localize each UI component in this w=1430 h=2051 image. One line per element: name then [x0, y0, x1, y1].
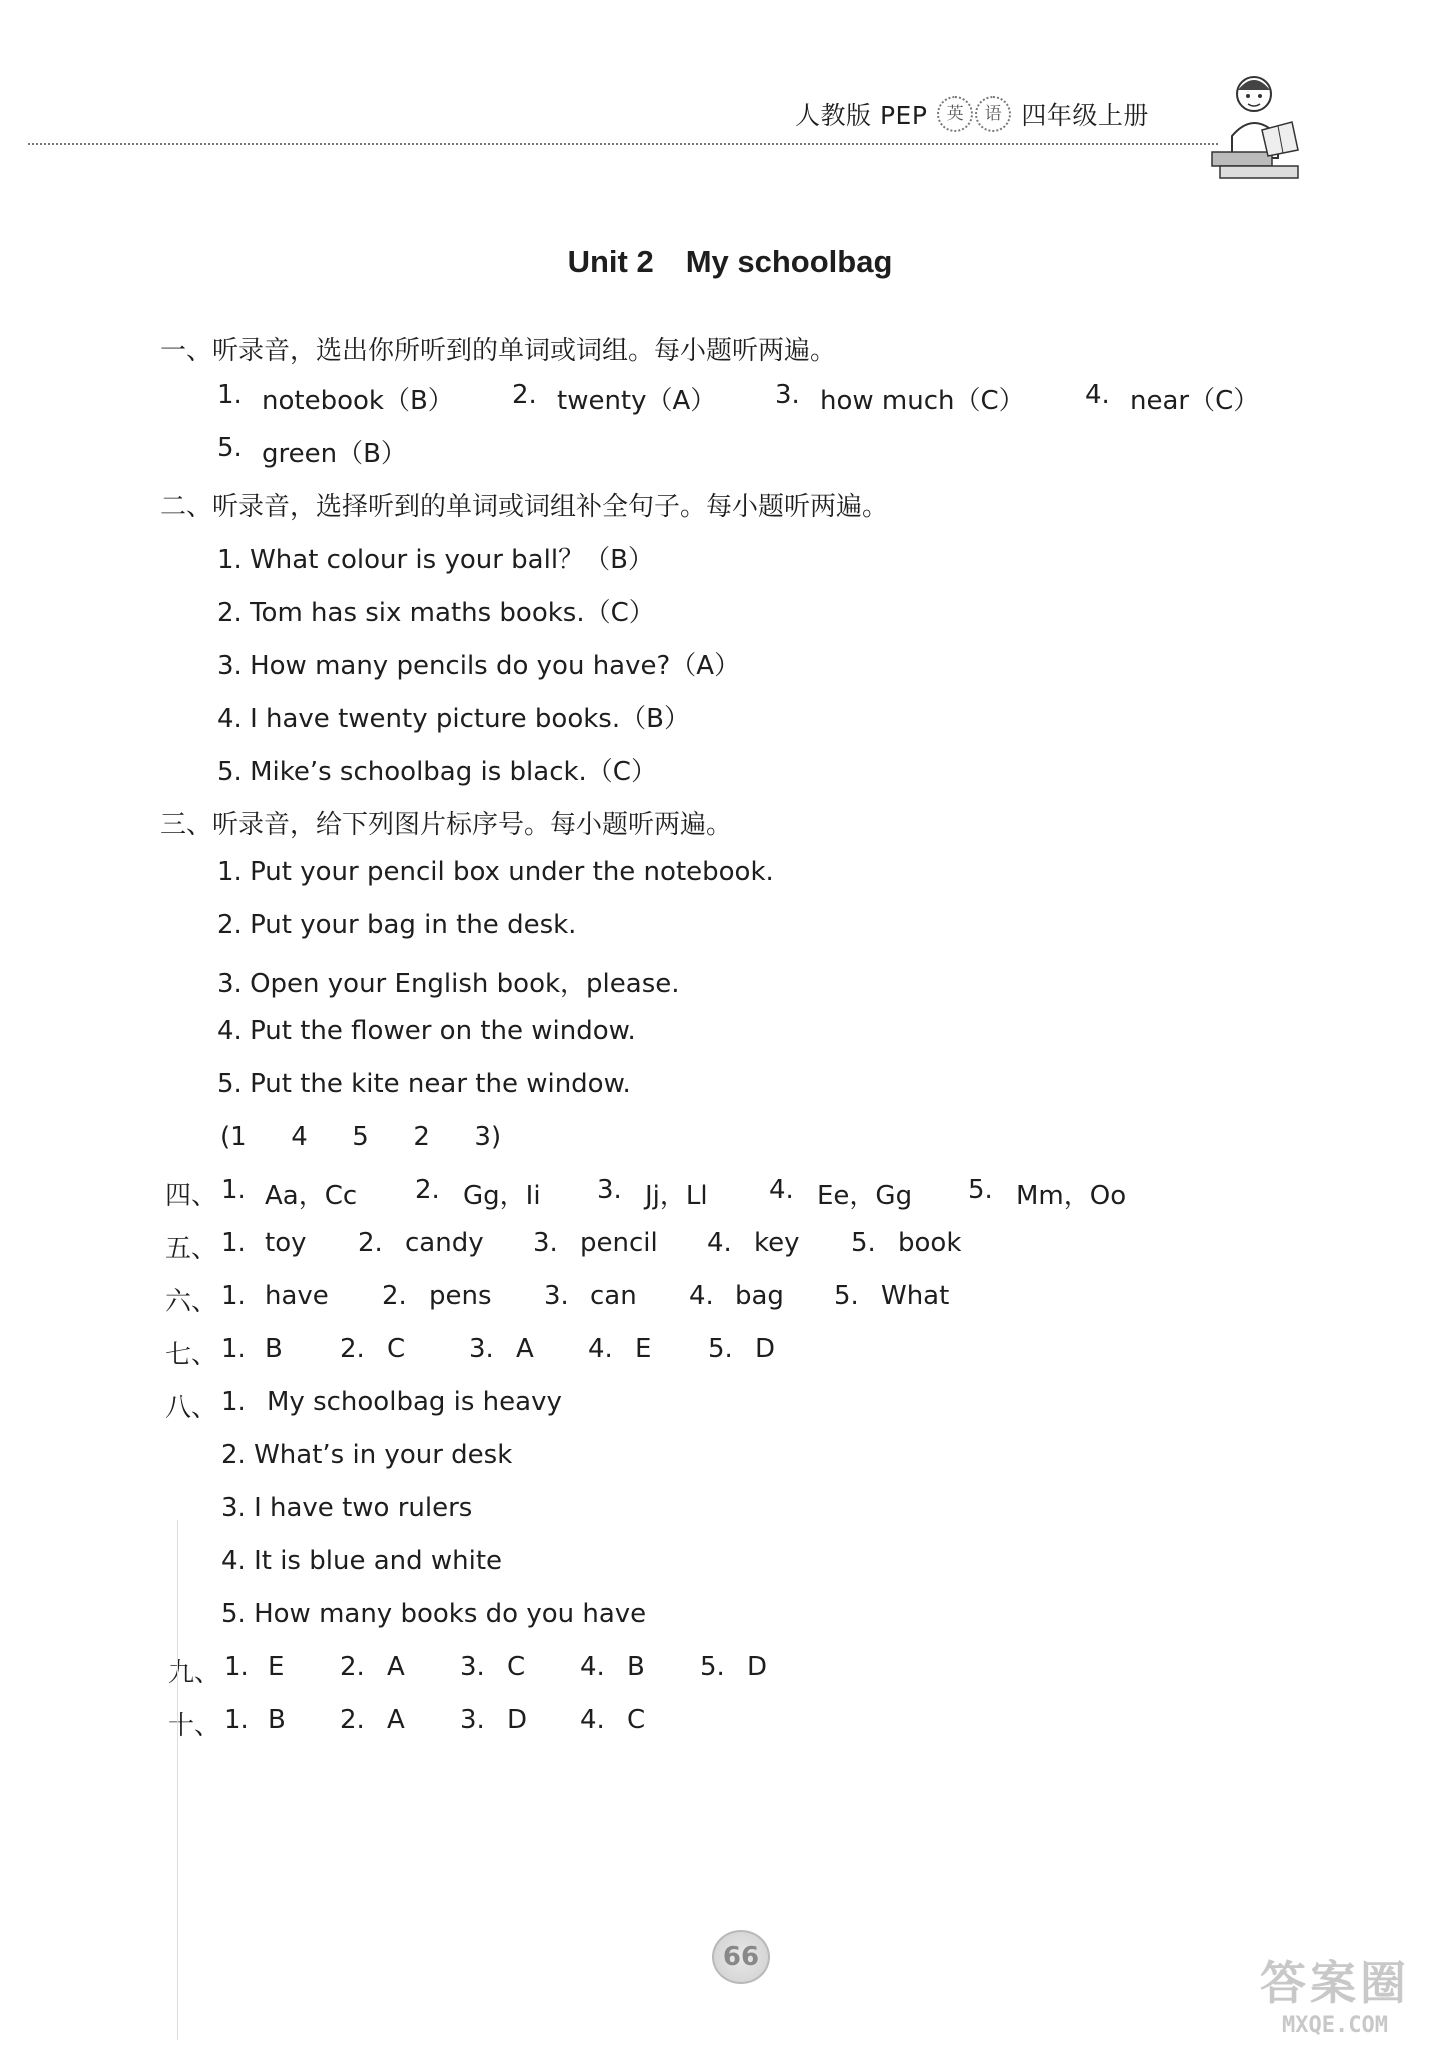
item-number: 4. [221, 1546, 246, 1576]
subject-char: 语 [975, 96, 1011, 132]
answer-row [217, 751, 657, 788]
section-label: 六、 [165, 1287, 218, 1317]
section-label: 九、 [168, 1658, 221, 1688]
subject-char: 英 [937, 96, 973, 132]
answer-item: can [590, 1281, 637, 1311]
item-number: 1. [221, 1175, 246, 1205]
answer-row [168, 1652, 1168, 1688]
item-number: 1. [224, 1652, 249, 1682]
item-number: 1. [224, 1705, 249, 1735]
watermark-logo-text: 答案圈 [1260, 1956, 1410, 2010]
answer-row [221, 1493, 472, 1523]
item-number: 5. [221, 1599, 246, 1629]
item-number: 3. [533, 1228, 558, 1258]
answer-item: E [635, 1334, 652, 1364]
page-title [0, 244, 1430, 280]
watermark-url: MXQE.COM [1282, 2013, 1388, 2038]
item-number: 1. [217, 380, 242, 410]
item-number: 1. [221, 1387, 246, 1417]
answer-item: How many books do you have [254, 1599, 647, 1629]
answer-item: A [387, 1705, 405, 1735]
answer-row [217, 645, 740, 682]
item-number: 3. [221, 1493, 246, 1523]
answer-item: pencil [580, 1228, 658, 1258]
answer-item: twenty（A） [557, 386, 717, 416]
unit-number: Unit 2 [567, 244, 654, 279]
answer-row [165, 1334, 1165, 1370]
section-label: 十、 [168, 1711, 221, 1741]
item-number: 2. [415, 1175, 440, 1205]
answer-row [217, 1016, 636, 1046]
item-number: 3. [460, 1705, 485, 1735]
ordering-answer: (1 4 5 2 3) [220, 1122, 502, 1152]
item-number: 5. [708, 1334, 733, 1364]
answer-row [217, 433, 617, 469]
answer-row [165, 1175, 1165, 1211]
book-header [795, 96, 1149, 132]
answer-item: B [627, 1652, 645, 1682]
answer-item: Mike’s schoolbag is black.（C） [250, 757, 657, 787]
item-number: 4. [689, 1281, 714, 1311]
answer-item: Put the kite near the window. [250, 1069, 631, 1099]
answer-item: toy [265, 1228, 307, 1258]
subject-badge [937, 96, 1011, 132]
item-number: 2. [340, 1334, 365, 1364]
unit-name: My schoolbag [685, 244, 893, 279]
item-number: 2. [221, 1440, 246, 1470]
section-label: 七、 [165, 1340, 218, 1370]
answer-row [217, 910, 576, 940]
answer-item: E [268, 1652, 285, 1682]
item-number: 3. [775, 380, 800, 410]
item-number: 2. [217, 910, 242, 940]
answer-item: Mm，Oo [1016, 1181, 1127, 1211]
answer-item: notebook（B） [262, 386, 454, 416]
item-number: 2. [340, 1705, 365, 1735]
item-number: 1. [221, 1334, 246, 1364]
item-number: 4. [217, 1016, 242, 1046]
item-number: 2. [512, 380, 537, 410]
section-label: 八、 [165, 1393, 218, 1423]
answer-row [217, 380, 1317, 416]
item-number: 4. [1085, 380, 1110, 410]
answer-item: Ee，Gg [817, 1181, 913, 1211]
answer-item: Gg，Ii [463, 1181, 541, 1211]
answer-item: C [387, 1334, 406, 1364]
watermark [1250, 1955, 1420, 2051]
item-number: 2. [382, 1281, 407, 1311]
answer-item: green（B） [262, 439, 407, 469]
edition-label: 人教版 PEP [795, 101, 928, 130]
answer-row [217, 1069, 631, 1099]
answer-item: I have two rulers [254, 1493, 473, 1523]
item-number: 3. [597, 1175, 622, 1205]
section-heading: 一、听录音，选出你所听到的单词或词组。每小题听两遍。 [160, 336, 837, 366]
item-number: 4. [707, 1228, 732, 1258]
answer-item: candy [405, 1228, 484, 1258]
item-number: 2. [358, 1228, 383, 1258]
answer-item: bag [735, 1281, 784, 1311]
section-heading: 三、听录音，给下列图片标序号。每小题听两遍。 [160, 810, 733, 840]
item-number: 5. [851, 1228, 876, 1258]
answer-row [221, 1546, 502, 1576]
item-number: 4. [217, 704, 242, 734]
item-number: 1. [217, 545, 242, 575]
answer-row [217, 963, 680, 1000]
answer-item: My schoolbag is heavy [267, 1387, 562, 1417]
answer-item: B [268, 1705, 286, 1735]
answer-item: C [507, 1652, 526, 1682]
answer-item: Put the flower on the window. [250, 1016, 636, 1046]
grade-label: 四年级上册 [1021, 101, 1149, 130]
answer-item: B [265, 1334, 283, 1364]
item-number: 3. [469, 1334, 494, 1364]
answer-item: It is blue and white [254, 1546, 503, 1576]
item-number: 4. [588, 1334, 613, 1364]
answer-item: Put your bag in the desk. [250, 910, 577, 940]
answer-row [165, 1228, 1165, 1264]
item-number: 3. [217, 969, 242, 999]
answer-item: Open your English book，please. [250, 969, 680, 999]
item-number: 5. [217, 757, 242, 787]
answer-row [217, 857, 774, 887]
answer-item: I have twenty picture books.（B） [250, 704, 690, 734]
header-divider [28, 143, 1218, 145]
scan-artifact-line [177, 1520, 178, 2040]
item-number: 4. [769, 1175, 794, 1205]
answer-item: D [747, 1652, 768, 1682]
answer-item: D [507, 1705, 528, 1735]
item-number: 5. [217, 433, 242, 463]
answer-item: pens [429, 1281, 492, 1311]
item-number: 4. [580, 1705, 605, 1735]
answer-item: A [387, 1652, 405, 1682]
answer-row [217, 592, 655, 629]
page-number: 66 [712, 1930, 770, 1984]
item-number: 3. [217, 651, 242, 681]
item-number: 5. [700, 1652, 725, 1682]
section-heading: 二、听录音，选择听到的单词或词组补全句子。每小题听两遍。 [160, 492, 889, 522]
answer-item: What [881, 1281, 950, 1311]
answer-item: D [755, 1334, 776, 1364]
item-number: 3. [544, 1281, 569, 1311]
answer-row [217, 698, 690, 735]
item-number: 4. [580, 1652, 605, 1682]
answer-row [165, 1281, 1165, 1317]
item-number: 2. [217, 598, 242, 628]
answer-item: What’s in your desk [254, 1440, 513, 1470]
answer-item: How many pencils do you have?（A） [250, 651, 741, 681]
item-number: 1. [217, 857, 242, 887]
answer-item: Aa，Cc [265, 1181, 358, 1211]
answer-item: Put your pencil box under the notebook. [250, 857, 774, 887]
answer-item: have [265, 1281, 329, 1311]
answer-item: Tom has six maths books.（C） [250, 598, 655, 628]
item-number: 1. [221, 1281, 246, 1311]
answer-item: key [754, 1228, 800, 1258]
answer-row [221, 1599, 646, 1629]
answer-item: Jj，Ll [645, 1181, 708, 1211]
item-number: 5. [834, 1281, 859, 1311]
item-number: 2. [340, 1652, 365, 1682]
answer-item: C [627, 1705, 646, 1735]
reading-child-illustration [1192, 66, 1312, 186]
item-number: 5. [217, 1069, 242, 1099]
item-number: 5. [968, 1175, 993, 1205]
section-label: 五、 [165, 1234, 218, 1264]
item-number: 1. [221, 1228, 246, 1258]
answer-row [221, 1440, 512, 1470]
answer-item: book [898, 1228, 962, 1258]
answer-row [217, 539, 654, 576]
answer-item: near（C） [1130, 386, 1260, 416]
answer-item: how much（C） [820, 386, 1025, 416]
section-label: 四、 [165, 1181, 218, 1211]
answer-item: A [516, 1334, 534, 1364]
answer-row [168, 1705, 1168, 1741]
answer-item: What colour is your ball？（B） [250, 545, 654, 575]
item-number: 3. [460, 1652, 485, 1682]
answer-row [165, 1387, 865, 1423]
